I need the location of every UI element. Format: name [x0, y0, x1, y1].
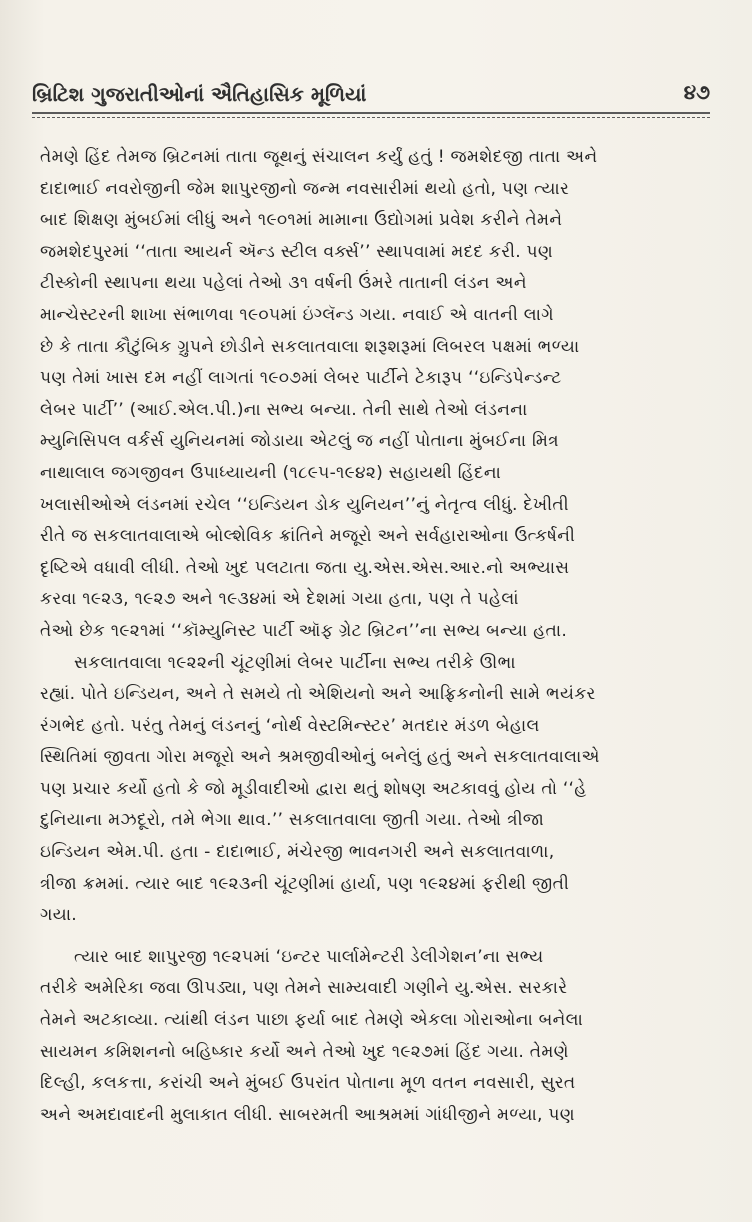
text-line: તેમણે હિંદ તેમજ બ્રિટનમાં તાતા જૂથનું સંચાલન કર્યું હતું ! જમશેદજી તાતા અને	[40, 147, 598, 167]
text-line: દિલ્હી, કલકત્તા, કરાંચી અને મુંબઈ ઉપરાંત પોતાના મૂળ વતન નવસારી, સુરત	[40, 1073, 576, 1094]
text-line: અને અમદાવાદની મુલાકાત લીધી. સાબરમતી આશ્રમમાં ગાંધીજીને મળ્યા, પણ	[40, 1104, 575, 1125]
text-line: છે કે તાતા કૌટુંબિક ગ્રુપને છોડીને સકલાતવાલા શરૂશરૂમાં લિબરલ પક્ષમાં ભળ્યા	[40, 336, 580, 357]
text-line: જમશેદપુરમાં ‘‘તાતા આયર્ન ઍન્ડ સ્ટીલ વર્ક્સ’’ સ્થાપવામાં મદદ કરી. પણ	[40, 241, 554, 262]
body-text	[40, 142, 712, 1131]
text-line: કરવા ૧૯૨૩, ૧૯૨૭ અને ૧૯૩૪માં એ દેશમાં ગયા હતા, પણ તે પહેલાં	[40, 589, 519, 610]
text-line: બાદ શિક્ષણ મુંબઈમાં લીધું અને ૧૯૦૧માં મામાના ઉદ્યોગમાં પ્રવેશ કરીને તેમને	[40, 210, 563, 231]
text-line: ખલાસીઓએ લંડનમાં રચેલ ‘‘ઇન્ડિયન ડોક યુનિયન’’નું નેતૃત્વ લીધું. દેખીતી	[40, 494, 569, 515]
text-line: રંગભેદ હતો. પરંતુ તેમનું લંડનનું ‘નોર્થ વેસ્ટમિન્સ્ટર’ મતદાર મંડળ બેહાલ	[40, 715, 540, 736]
text-line: સાયમન કમિશનનો બહિષ્કાર કર્યો અને તેઓ ખુદ ૧૯૨૭માં હિંદ ગયા. તેમણે	[40, 1041, 569, 1062]
text-line: પણ પ્રચાર કર્યો હતો કે જો મૂડીવાદીઓ દ્વારા થતું શોષણ અટકાવવું હોય તો ‘‘હે	[40, 778, 587, 799]
text-line: સ્થિતિમાં જીવતા ગોરા મજૂરો અને શ્રમજીવીઓનું બનેલું હતું અને સકલાતવાલાએ	[40, 747, 600, 768]
text-line: ત્રીજા ક્રમમાં. ત્યાર બાદ ૧૯૨૩ની ચૂંટણીમાં હાર્યા, પણ ૧૯૨૪માં ફરીથી જીતી	[40, 873, 570, 894]
page-number: ૪૭	[683, 80, 710, 104]
text-line: ટીસ્કોની સ્થાપના થયા પહેલાં તેઓ ૩૧ વર્ષની ઉંમરે તાતાની લંડન અને	[40, 273, 527, 294]
text-line: તેઓ છેક ૧૯૨૧માં ‘‘કૉમ્યુનિસ્ટ પાર્ટી ઑફ ગ્રેટ બ્રિટન’’ના સભ્ય બન્યા હતા.	[40, 620, 567, 641]
text-line: લેબર પાર્ટી’’ (આઈ.એલ.પી.)ના સભ્ય બન્યા. તેની સાથે તેઓ લંડનના	[40, 399, 528, 420]
text-line: દાદાભાઈ નવરોજીની જેમ શાપુરજીનો જન્મ નવસારીમાં થયો હતો, પણ ત્યાર	[40, 178, 570, 199]
text-line: નાથાલાલ જગજીવન ઉપાધ્યાયની (૧૮૯૫-૧૯૪૨) સહાયથી હિંદના	[40, 462, 502, 483]
paragraph-start-line: ત્યાર બાદ શાપુરજી ૧૯૨૫માં ‘ઇન્ટર પાર્લામેન્ટરી ડેલીગેશન’ના સભ્ય	[74, 946, 544, 967]
text-line: તેમને અટકાવ્યા. ત્યાંથી લંડન પાછા ફર્યા બાદ તેમણે એકલા ગોરાઓના બનેલા	[40, 1010, 584, 1031]
paragraph-start-line: સકલાતવાલા ૧૯૨૨ની ચૂંટણીમાં લેબર પાર્ટીના સભ્ય તરીકે ઊભા	[74, 652, 516, 673]
header-rule	[32, 112, 710, 114]
running-header-title: બ્રિટિશ ગુજરાતીઓનાં ઐતિહાસિક મૂળિયાં	[32, 82, 367, 106]
text-line: દૃષ્ટિએ વધાવી લીધી. તેઓ ખુદ પલટાતા જતા યુ.એસ.એસ.આર.નો અભ્યાસ	[40, 557, 570, 578]
text-line: રીતે જ સકલાતવાલાએ બોલ્શેવિક ક્રાંતિને મજૂરો અને સર્વહારાઓના ઉત્કર્ષની	[40, 526, 576, 547]
text-line: દુનિયાના મઝદૂરો, તમે ભેગા થાવ.’’ સકલાતવાલા જીતી ગયા. તેઓ ત્રીજા	[40, 810, 545, 831]
text-line: તરીકે અમેરિકા જવા ઊપડ્યા, પણ તેમને સામ્યવાદી ગણીને યુ.એસ. સરકારે	[40, 978, 568, 999]
text-line: ગયા.	[40, 905, 77, 926]
text-line: માન્ચેસ્ટરની શાખા સંભાળવા ૧૯૦૫માં ઇંગ્લૅન્ડ ગયા. નવાઈ એ વાતની લાગે	[40, 304, 554, 325]
text-line: મ્યુનિસિપલ વર્કર્સ યુનિયનમાં જોડાયા એટલું જ નહીં પોતાના મુંબઈના મિત્ર	[40, 431, 559, 452]
text-line: ઇન્ડિયન એમ.પી. હતા - દાદાભાઈ, મંચેરજી ભાવનગરી અને સકલાતવાળા,	[40, 842, 555, 863]
text-line: પણ તેમાં ખાસ દમ નહીં લાગતાં ૧૯૦૭માં લેબર પાર્ટીને ટેકારૂપ ‘‘ઇન્ડિપેન્ડન્ટ	[40, 368, 562, 389]
running-header	[32, 80, 710, 116]
text-line: રહ્યાં. પોતે ઇન્ડિયન, અને તે સમયે તો એશિયનો અને આફ્રિકનોની સામે ભયંકર	[40, 684, 596, 705]
